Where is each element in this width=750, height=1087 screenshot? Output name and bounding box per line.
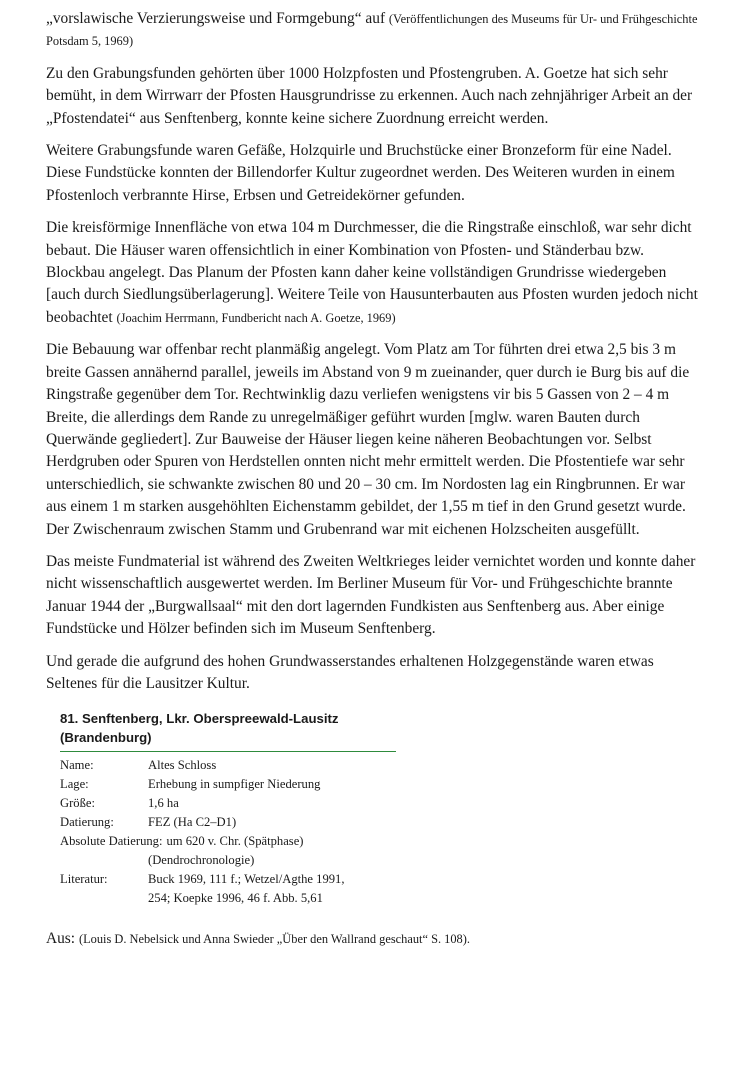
infobox-value: 254; Koepke 1996, 46 f. Abb. 5,61 [148,891,323,906]
site-infobox [60,709,396,908]
paragraph-5 [46,339,700,541]
infobox-row [60,756,396,775]
infobox-title: 81. Senftenberg, Lkr. Oberspreewald-Lausitz (Brandenburg) [60,709,396,752]
paragraph-2 [46,63,700,130]
infobox-value: (Dendrochronologie) [148,853,255,868]
source-line [46,928,700,950]
source-citation: (Louis D. Nebelsick und Anna Swieder „Über den Wallrand geschaut“ S. 108). [78,932,470,947]
infobox-row [60,851,396,870]
infobox-row [60,775,396,794]
infobox-value: FEZ (Ha C2–D1) [148,815,237,830]
infobox-row [60,889,396,908]
infobox-value: Buck 1969, 111 f.; Wetzel/Agthe 1991, [148,872,345,887]
infobox-row [60,870,396,889]
infobox-label: Größe: [60,796,95,811]
source-prefix: Aus: [46,930,79,948]
paragraph-7 [46,651,700,696]
paragraph-6 [46,551,700,641]
infobox-value: Altes Schloss [148,758,217,773]
infobox-label: Absolute Datierung: [60,834,163,849]
infobox-row [60,832,396,851]
infobox-value: 1,6 ha [148,796,179,811]
citation-text: (Veröffentlichungen des Museums für Ur- und Frühgeschichte Potsdam 5, 1969) [46,12,698,49]
infobox-label: Name: [60,758,94,773]
infobox-label: Literatur: [60,872,108,887]
infobox-label: Datierung: [60,815,114,830]
paragraph-text: Das meiste Fundmaterial ist während des Zweiten Weltkrieges leider vernichtet worden und konnte daher nicht wissenschaftlich ausgewertet werden. Im Berliner Museum für Vor- und Frühgeschichte brannte Januar 1944 der „Burgwallsaal“ mit den dort lagernden Fundkisten aus Senftenberg aus. Aber einige Fundstücke und Hölzer befinden sich im Museum Senftenberg. [46,552,696,638]
paragraph-text: Weitere Grabungsfunde waren Gefäße, Holzquirle und Bruchstücke einer Bronzeform für eine Nadel. Diese Fundstücke konnten der Billendorfer Kultur zugeordnet werden. Des Weiteren wurden in einem Pfostenloch verbrannte Hirse, Erbsen und Getreidekörner gefunden. [46,142,675,204]
infobox-table [60,756,396,908]
paragraph-text: Und gerade die aufgrund des hohen Grundwasserstandes erhaltenen Holzgegenstände waren etwas Seltenes für die Lausitzer Kultur. [46,652,654,692]
paragraph-3 [46,140,700,207]
paragraph-text: „vorslawische Verzierungsweise und Formgebung“ auf [46,10,389,27]
infobox-value: um 620 v. Chr. (Spätphase) [166,834,304,849]
paragraph-text: Die Bebauung war offenbar recht planmäßig angelegt. Vom Platz am Tor führten drei etwa 2,5 bis 3 m breite Gassen annähernd parallel, jeweils im Abstand von 9 m zueinander, quer durch ie Burg bis auf die Ringstraße gegenüber dem Tor. Rechtwinklig dazu verliefen wenigstens vir bis 5 Gassen von 2 – 4 m Breite, die allerdings dem Rande zu unregelmäßiger geführt wurden [mglw. waren Bauten durch Querwände gegliedert]. Zur Bauweise der Häuser liegen keine näheren Beobachtungen vor. Selbst Herdgruben oder Spuren von Herdstellen onnten nicht mehr ermittelt werden. Die Pfostentiefe war sehr unterschiedlich, sie schwankte zwischen 80 und 20 – 30 cm. Im Nordosten lag ein Ringbrunnen. Er war aus einem 1 m starken ausgehöhlten Eichenstamm gebildet, der 1,55 m tief in den Grund gesetzt wurde. Der Zwischenraum zwischen Stamm und Grubenrand war mit eichenen Holzscheiten ausgefüllt. [46,341,690,538]
paragraph-1 [46,8,700,53]
infobox-row [60,813,396,832]
infobox-row [60,794,396,813]
infobox-value: Erhebung in sumpfiger Niederung [148,777,321,792]
infobox-label: Lage: [60,777,89,792]
paragraph-4 [46,217,700,329]
paragraph-text: Die kreisförmige Innenfläche von etwa 104 m Durchmesser, die die Ringstraße einschloß, war sehr dicht bebaut. Die Häuser waren offensichtlich in einer Kombination von Pfosten- und Ständerbau bzw. Blockbau angelegt. Das Planum der Pfosten kann daher keine vollständigen Grundrisse wiedergeben [auch durch Siedlungsüberlagerung]. Weitere Teile von Hausunterbauten aus Pfosten wurden jedoch nicht beobachtet [46,219,698,326]
citation-text: (Joachim Herrmann, Fundbericht nach A. Goetze, 1969) [116,310,396,325]
paragraph-text: Zu den Grabungsfunden gehörten über 1000 Holzpfosten und Pfostengruben. A. Goetze hat sich sehr bemüht, in dem Wirrwarr der Pfosten Hausgrundrisse zu erkennen. Auch nach zehnjähriger Arbeit an der „Pfostendatei“ aus Senftenberg, konnte keine sichere Zuordnung erreicht werden. [46,64,693,127]
